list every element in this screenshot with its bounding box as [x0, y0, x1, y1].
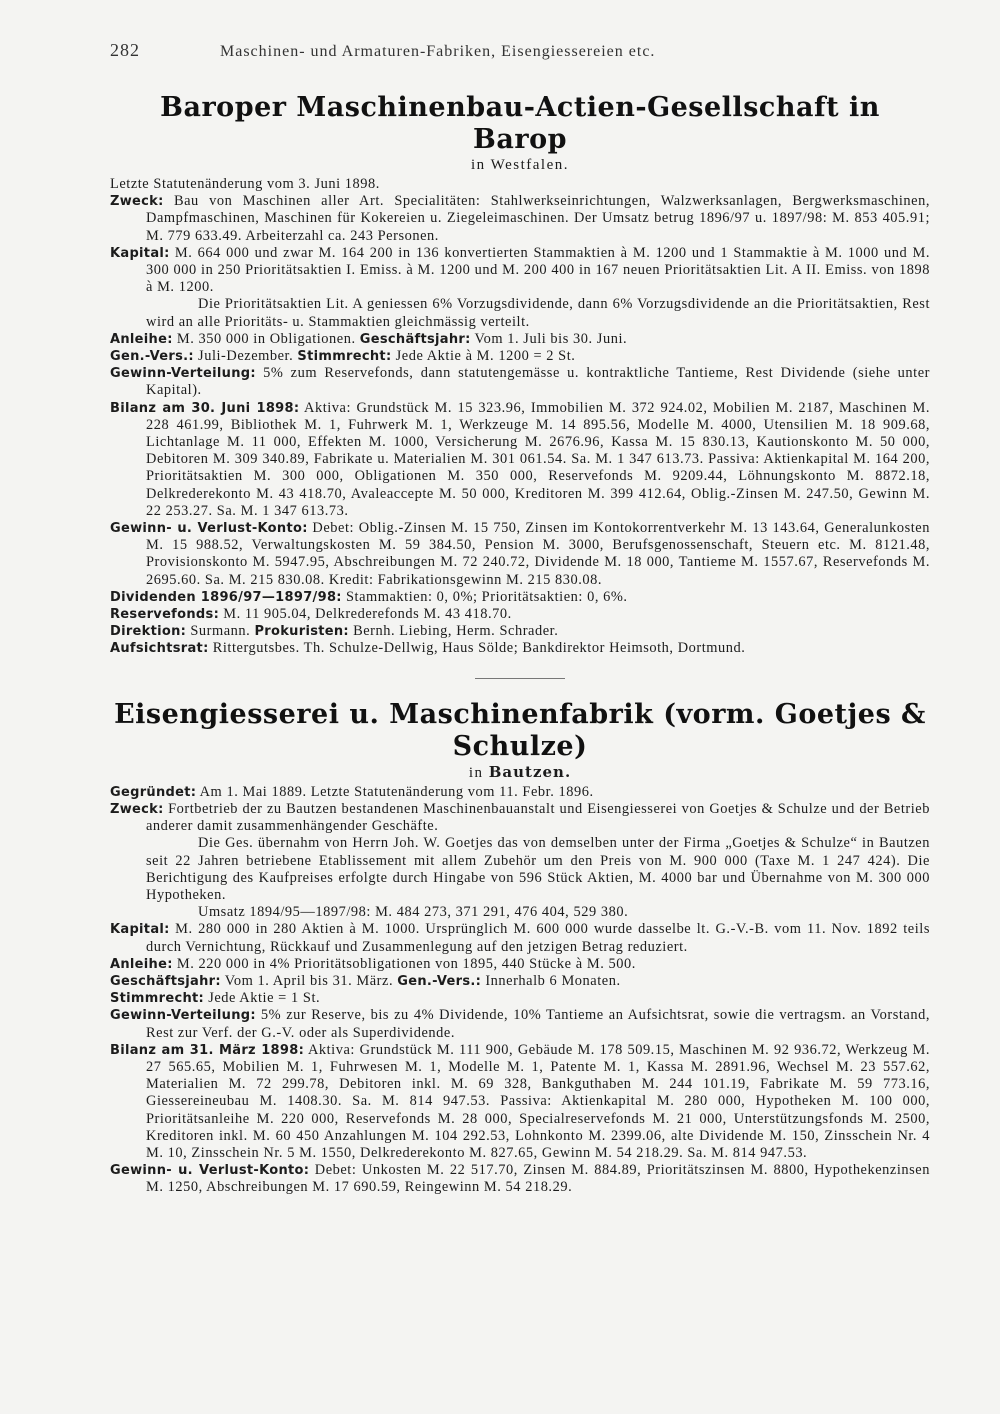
- entry-text: Fortbetrieb der zu Bautzen bestandenen Maschinenbauanstalt und Eisengiesserei von Goetjes & Schulze und der Betrieb anderer damit zusammenhängender Geschäfte.: [146, 800, 930, 835]
- company-entries: [110, 176, 930, 658]
- entry-text: Surmann.: [190, 623, 251, 640]
- entry-label: Geschäftsjahr:: [359, 331, 471, 347]
- entry-label: Gen.-Vers.:: [397, 973, 482, 989]
- entry-text: Vom 1. Juli bis 30. Juni.: [474, 330, 628, 347]
- entry-paragraph: [110, 296, 930, 330]
- entry-line: [110, 1042, 930, 1162]
- entry-text: Debet: Unkosten M. 22 517.70, Zinsen M. 884.89, Prioritätszinsen M. 8800, Hypothekenzinsen M. 1250, Abschreibungen M. 17 690.59, Reingewinn M. 54 218.29.: [146, 1162, 930, 1196]
- running-head: [110, 40, 930, 70]
- entry-label: Anleihe:: [110, 331, 173, 347]
- entry-text: Jede Aktie = 1 St.: [208, 990, 321, 1007]
- entry-text: M. 220 000 in 4% Prioritätsobligationen von 1895, 440 Stücke à M. 500.: [176, 955, 636, 972]
- entry-label: Gewinn-Verteilung:: [110, 366, 256, 382]
- entry-text: 5% zum Reservefonds, dann statutengemässe u. kontraktliche Tantieme, Rest Dividende (siehe unter Kapital).: [146, 365, 930, 399]
- page-number: 282: [110, 40, 140, 60]
- entry-label: Bilanz am 31. März 1898:: [110, 1042, 305, 1058]
- entry-text: M. 350 000 in Obligationen.: [176, 330, 356, 347]
- entry-label: Gegründet:: [110, 784, 197, 800]
- entry-line: [110, 956, 930, 973]
- entry-line: [110, 1162, 930, 1196]
- company-title: Baroper Maschinenbau-Actien-Gesellschaft in Barop: [160, 92, 880, 155]
- entry-label: Aufsichtsrat:: [110, 641, 209, 657]
- entry-line: [110, 623, 930, 640]
- entry-text: Aktiva: Grundstück M. 111 900, Gebäude M. 178 509.15, Maschinen M. 92 936.72, Werkzeug M. 27 565.65, Mobilien M. 1, Fuhrwesen M. 1, Modelle M. 1, Patente M. 1, Kassa M. 2891.96, Wechsel M. 23 557.62, Materialien M. 72 299.78, Debitoren inkl. M. 69 328, Bankguthaben M. 244 101.19, Fabrikate M. 59 773.16, Giessereineubau M. 1408.30. Sa. M. 814 947.53. Passiva: Aktienkapital M. 280 000, Hypotheken M. 100 000, Prioritätsanleihe M. 220 000, Reservefonds M. 28 000, Specialreservefonds M. 21 000, Unterstützungsfonds M. 2500, Kreditoren inkl. M. 60 450 Anzahlungen M. 104 292.53, Lohnkonto M. 2399.06, alte Dividende M. 150, Zinsschein Nr. 4 M. 10, Zinsschein Nr. 5 M. 1550, Delkrederekonto M. 827.65, Gewinn M. 54 218.29. Sa. M. 814 947.53.: [146, 1041, 930, 1161]
- entry-label: Zweck:: [110, 194, 164, 210]
- entry-paragraph: [110, 835, 930, 904]
- company-title: Eisengiesserei u. Maschinenfabrik (vorm. Goetjes & Schulze): [114, 698, 926, 762]
- location-city: Bautzen.: [488, 762, 572, 781]
- entry-line: [110, 365, 930, 399]
- entry-label: Gewinn- u. Verlust-Konto:: [110, 1163, 310, 1179]
- entry-text: Juli-Dezember.: [198, 348, 294, 365]
- entry-text: M. 11 905.04, Delkrederefonds M. 43 418.70.: [223, 606, 512, 623]
- company-section-bautzen: [110, 699, 930, 1197]
- entry-label: Kapital:: [110, 922, 170, 938]
- running-title: Maschinen- und Armaturen-Fabriken, Eisengiessereien etc.: [220, 43, 656, 60]
- company-section-barop: [110, 92, 930, 658]
- entry-label: Stimmrecht:: [110, 991, 205, 1007]
- entry-label: Dividenden 1896/97—1897/98:: [110, 589, 342, 605]
- entry-line: [110, 331, 930, 348]
- entry-text: Die Ges. übernahm von Herrn Joh. W. Goetjes das von demselben unter der Firma „Goetjes & Schulze“ in Bautzen seit 22 Jahren betriebene Etablissement mit allem Zubehör um den Preis von M. 900 000 (Taxe M. 1 247 424). Die Berichtigung des Kaufpreises erfolgte durch Hingabe von 596 Stück Aktien, M. 4000 bar und Übernahme von M. 300 000 Hypotheken.: [146, 835, 930, 903]
- entry-text: 5% zur Reserve, bis zu 4% Dividende, 10% Tantieme an Aufsichtsrat, sowie die vertragsm. an Vorstand, Rest zur Verf. der G.-V. oder als Superdividende.: [146, 1007, 930, 1041]
- company-entries: [110, 784, 930, 1197]
- entry-line: [110, 193, 930, 245]
- entry-text: Bernh. Liebing, Herm. Schrader.: [353, 623, 559, 640]
- entry-line: [110, 921, 930, 955]
- entry-line: [110, 1007, 930, 1041]
- entry-text: Innerhalb 6 Monaten.: [485, 972, 621, 989]
- entry-line: [110, 801, 930, 835]
- entry-line: [110, 520, 930, 589]
- entry-text: M. 664 000 und zwar M. 164 200 in 136 konvertierten Stammaktien à M. 1200 und 1 Stammaktie à M. 1000 und M. 300 000 in 250 Prioritätsaktien I. Emiss. à M. 1200 und M. 200 400 in 167 neuen Prioritätsaktien Lit. A II. Emiss. von 1898 à M. 1200.: [146, 244, 931, 296]
- entry-line: [110, 589, 930, 606]
- entry-label: Bilanz am 30. Juni 1898:: [110, 400, 300, 416]
- entry-paragraph: [110, 904, 930, 921]
- entry-line: [110, 606, 930, 623]
- company-location: in Westfalen.: [471, 157, 569, 173]
- entry-label: Zweck:: [110, 801, 164, 817]
- entry-text: Bau von Maschinen aller Art. Specialitäten: Stahlwerkseinrichtungen, Walzwerksanlagen, Bergwerksmaschinen, Dampfmaschinen, Maschinen für Kokereien u. Ziegeleimaschinen. Der Umsatz betrug 1896/97 u. 1897/98: M. 853 405.91; M. 779 633.49. Arbeiterzahl ca. 243 Personen.: [146, 193, 930, 244]
- location-prefix: in: [468, 764, 484, 781]
- entry-text: Umsatz 1894/95—1897/98: M. 484 273, 371 291, 476 404, 529 380.: [198, 904, 629, 921]
- entry-line: [110, 990, 930, 1007]
- entry-label: Reservefonds:: [110, 607, 220, 623]
- entry-label: Stimmrecht:: [297, 349, 392, 365]
- entry-text: Stammaktien: 0, 0%; Prioritätsaktien: 0, 6%.: [345, 588, 628, 605]
- entry-label: Geschäftsjahr:: [110, 973, 221, 989]
- entry-label: Kapital:: [110, 245, 170, 261]
- entry-text: Vom 1. April bis 31. März.: [224, 972, 394, 989]
- entry-text: Jede Aktie à M. 1200 = 2 St.: [395, 348, 576, 365]
- entry-line: [110, 400, 930, 520]
- company-location: [110, 763, 930, 782]
- entry-label: Gewinn-Verteilung:: [110, 1008, 256, 1024]
- entry-label: Gen.-Vers.:: [110, 349, 194, 365]
- entry-line: [110, 245, 930, 297]
- entry-text: Rittergutsbes. Th. Schulze-Dellwig, Haus Sölde; Bankdirektor Heimsoth, Dortmund.: [212, 640, 746, 657]
- entry-line: [110, 973, 930, 990]
- entry-label: Direktion:: [110, 624, 187, 640]
- entry-line: [110, 176, 930, 193]
- entry-line: [110, 784, 930, 801]
- entry-line: [110, 348, 930, 365]
- entry-text: Am 1. Mai 1889. Letzte Statutenänderung vom 11. Febr. 1896.: [199, 783, 594, 800]
- entry-text: Aktiva: Grundstück M. 15 323.96, Immobilien M. 372 924.02, Mobilien M. 2187, Maschinen M. 228 461.99, Bibliothek M. 1, Fuhrwerk M. 1, Werkzeuge M. 14 895.56, Modelle M. 4000, Utensilien M. 18 909.68, Lichtanlage M. 11 000, Effekten M. 1000, Versicherung M. 2676.96, Kassa M. 15 830.13, Kautionskonto M. 50 000, Debitoren M. 309 340.89, Fabrikate u. Materialien M. 301 061.54. Sa. M. 1 347 613.73. Passiva: Aktienkapital M. 164 200, Prioritätsaktien M. 300 000, Obligationen M. 350 000, Reservefonds M. 9209.44, Löhnungskonto M. 8872.18, Delkrederekonto M. 43 418.70, Avaleaccepte M. 50 000, Kreditoren M. 399 412.64, Oblig.-Zinsen M. 247.50, Gewinn M. 22 253.27. Sa. M. 1 347 613.73.: [146, 399, 931, 519]
- entry-label: Gewinn- u. Verlust-Konto:: [110, 521, 308, 537]
- entry-text: M. 280 000 in 280 Aktien à M. 1000. Ursprünglich M. 600 000 wurde dasselbe lt. G.-V.-B. vom 11. Nov. 1892 teils durch Vernichtung, Rückkauf und Zusammenlegung auf den jetzigen Betrag reduziert.: [146, 921, 930, 955]
- section-divider: [475, 678, 565, 679]
- entry-label: Prokuristen:: [254, 624, 349, 640]
- entry-line: [110, 640, 930, 657]
- entry-text: Debet: Oblig.-Zinsen M. 15 750, Zinsen im Kontokorrentverkehr M. 13 143.64, Generalunkosten M. 15 988.52, Verwaltungskosten M. 59 384.50, Pension M. 3000, Berufsgenossenschaft, Steuern etc. M. 8121.48, Provisionskonto M. 5947.95, Abschreibungen M. 72 240.72, Dividende M. 18 000, Tantieme M. 1557.67, Reservefonds M. 2695.60. Sa. M. 215 830.08. Kredit: Fabrikationsgewinn M. 215 830.08.: [146, 520, 930, 588]
- entry-text: Die Prioritätsaktien Lit. A geniessen 6% Vorzugsdividende, dann 6% Vorzugsdividende an die Prioritätsaktien, Rest wird an alle Prioritäts- u. Stammaktien gleichmässig verteilt.: [146, 296, 930, 330]
- entry-label: Anleihe:: [110, 956, 173, 972]
- entry-text: Letzte Statutenänderung vom 3. Juni 1898.: [110, 176, 380, 192]
